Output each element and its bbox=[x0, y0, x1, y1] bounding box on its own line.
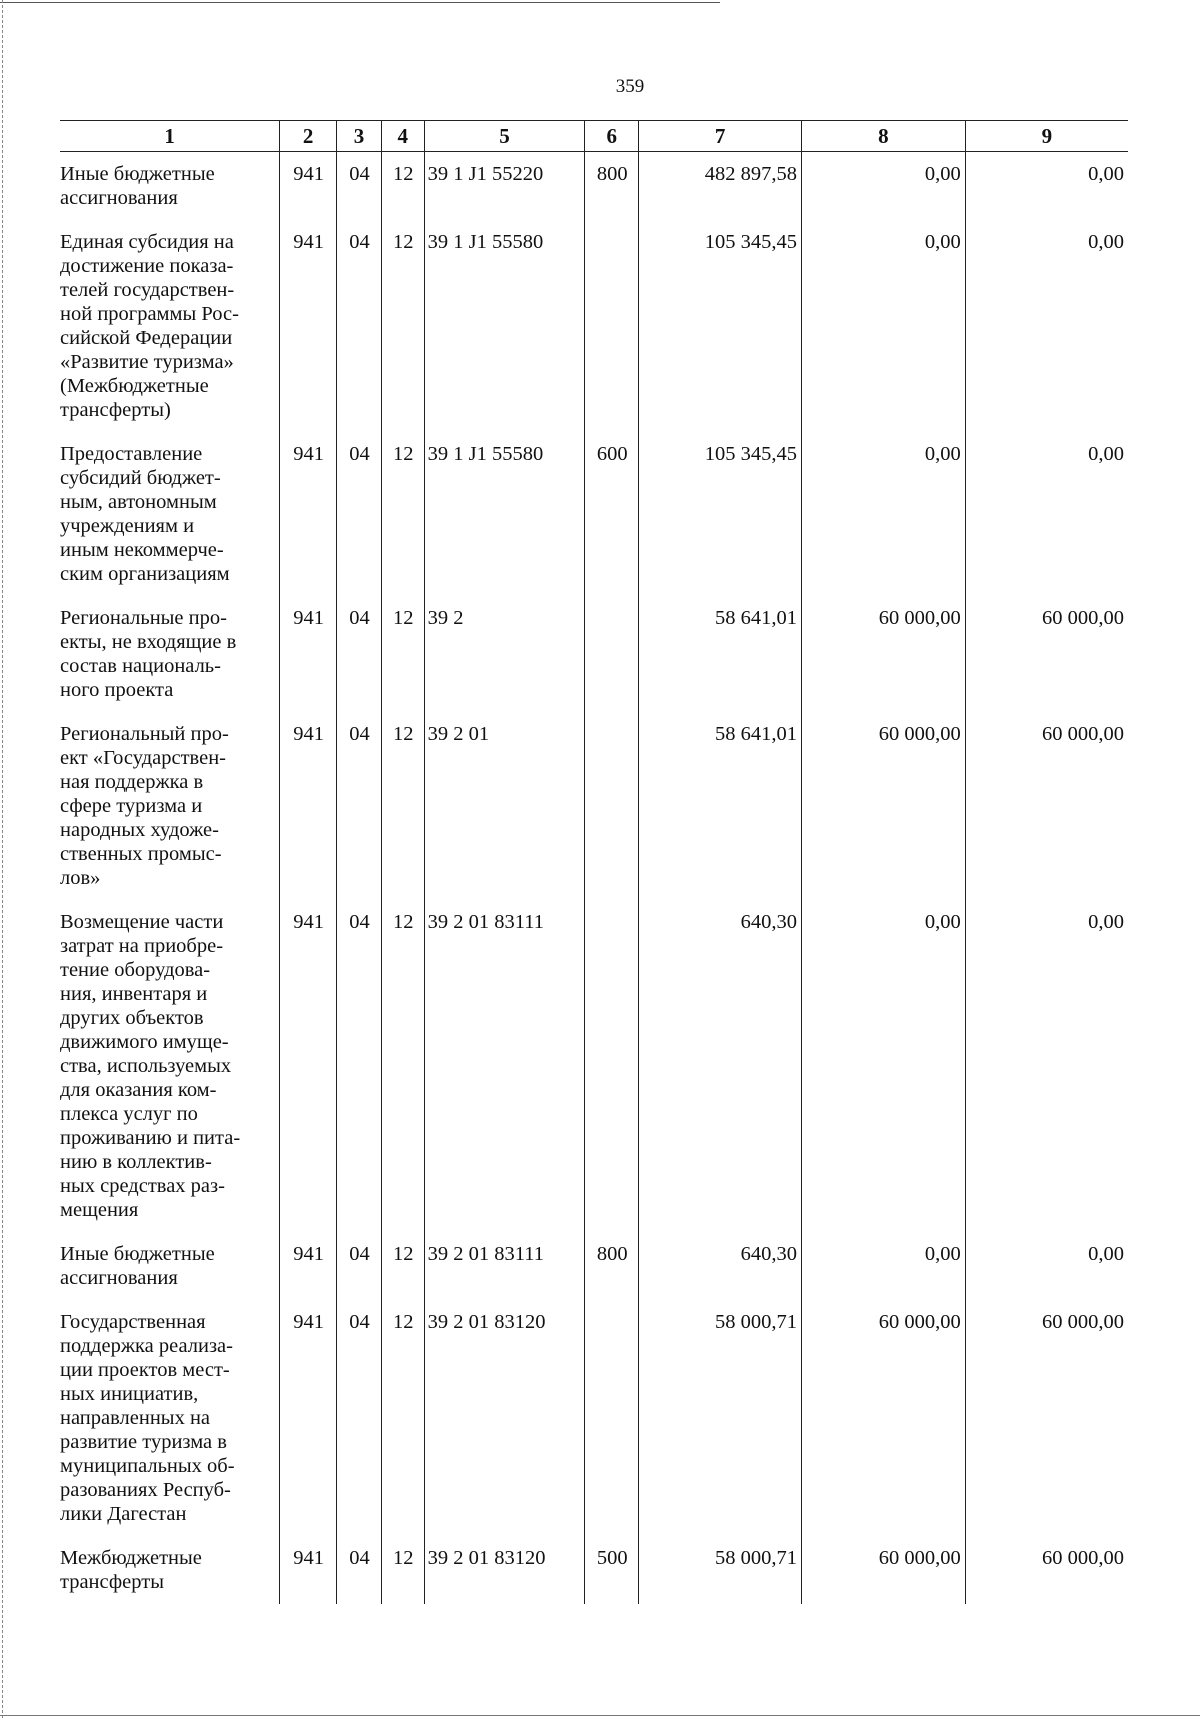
description-line: ассигнования bbox=[60, 187, 178, 209]
column-header-9: 9 bbox=[965, 121, 1128, 152]
expense-type-cell bbox=[585, 900, 639, 1232]
section-cell: 04 bbox=[337, 596, 382, 712]
expense-type-cell: 800 bbox=[585, 152, 639, 221]
target-article-cell: 39 2 01 83120 bbox=[424, 1536, 585, 1604]
description-line: Региональные про- bbox=[60, 607, 227, 629]
ministry-code-cell: 941 bbox=[280, 152, 337, 221]
amount-col8-cell: 0,00 bbox=[801, 432, 965, 596]
description-line: субсидий бюджет- bbox=[60, 467, 221, 489]
amount-col7-cell: 640,30 bbox=[639, 900, 802, 1232]
description-line: екты, не входящие в bbox=[60, 631, 237, 653]
budget-table bbox=[60, 120, 1128, 1604]
description-line: Возмещение части bbox=[60, 911, 224, 933]
scan-edge-bottom bbox=[0, 1715, 1200, 1716]
description-line: Единая субсидия на bbox=[60, 231, 234, 253]
description-line: ства, используемых bbox=[60, 1055, 232, 1077]
section-cell: 04 bbox=[337, 1300, 382, 1536]
amount-col7-cell: 482 897,58 bbox=[639, 152, 802, 221]
table-row bbox=[60, 1300, 1128, 1536]
subsection-cell: 12 bbox=[381, 220, 424, 432]
page-number: 359 bbox=[615, 76, 645, 97]
ministry-code-cell: 941 bbox=[280, 1536, 337, 1604]
section-cell: 04 bbox=[337, 220, 382, 432]
description-line: направленных на bbox=[60, 1407, 211, 1429]
description-line: ных инициатив, bbox=[60, 1383, 199, 1405]
description-cell bbox=[60, 1232, 280, 1300]
description-cell bbox=[60, 596, 280, 712]
target-article-cell: 39 2 01 83120 bbox=[424, 1300, 585, 1536]
ministry-code-cell: 941 bbox=[280, 1232, 337, 1300]
section-cell: 04 bbox=[337, 1536, 382, 1604]
table-row bbox=[60, 712, 1128, 900]
description-line: «Развитие туризма» bbox=[60, 351, 234, 373]
amount-col8-cell: 60 000,00 bbox=[801, 712, 965, 900]
description-line: ния, инвентаря и bbox=[60, 983, 208, 1005]
target-article-cell: 39 2 bbox=[424, 596, 585, 712]
expense-type-cell bbox=[585, 220, 639, 432]
ministry-code-cell: 941 bbox=[280, 1300, 337, 1536]
description-cell bbox=[60, 900, 280, 1232]
description-cell bbox=[60, 220, 280, 432]
section-cell: 04 bbox=[337, 1232, 382, 1300]
column-header-4: 4 bbox=[381, 121, 424, 152]
expense-type-cell bbox=[585, 1300, 639, 1536]
column-header-5: 5 bbox=[424, 121, 585, 152]
amount-col7-cell: 58 000,71 bbox=[639, 1300, 802, 1536]
description-line: Государственная bbox=[60, 1311, 206, 1333]
description-line: народных художе- bbox=[60, 819, 219, 841]
subsection-cell: 12 bbox=[381, 1232, 424, 1300]
section-cell: 04 bbox=[337, 900, 382, 1232]
ministry-code-cell: 941 bbox=[280, 900, 337, 1232]
target-article-cell: 39 1 J1 55580 bbox=[424, 220, 585, 432]
column-header-3: 3 bbox=[337, 121, 382, 152]
table-row bbox=[60, 432, 1128, 596]
description-line: ции проектов мест- bbox=[60, 1359, 230, 1381]
description-line: телей государствен- bbox=[60, 279, 235, 301]
table-row bbox=[60, 1536, 1128, 1604]
table-row bbox=[60, 596, 1128, 712]
expense-type-cell: 800 bbox=[585, 1232, 639, 1300]
subsection-cell: 12 bbox=[381, 1536, 424, 1604]
description-line: Межбюджетные bbox=[60, 1547, 202, 1569]
amount-col9-cell: 0,00 bbox=[965, 152, 1128, 221]
description-line: ной программы Рос- bbox=[60, 303, 239, 325]
amount-col8-cell: 0,00 bbox=[801, 1232, 965, 1300]
description-line: движимого имуще- bbox=[60, 1031, 229, 1053]
amount-col8-cell: 60 000,00 bbox=[801, 1300, 965, 1536]
description-line: трансферты) bbox=[60, 399, 171, 421]
ministry-code-cell: 941 bbox=[280, 432, 337, 596]
description-line: иным некоммерче- bbox=[60, 539, 224, 561]
expense-type-cell bbox=[585, 712, 639, 900]
description-line: Предоставление bbox=[60, 443, 203, 465]
amount-col7-cell: 640,30 bbox=[639, 1232, 802, 1300]
table-row bbox=[60, 220, 1128, 432]
column-header-8: 8 bbox=[801, 121, 965, 152]
amount-col9-cell: 0,00 bbox=[965, 1232, 1128, 1300]
amount-col8-cell: 60 000,00 bbox=[801, 1536, 965, 1604]
description-line: муниципальных об- bbox=[60, 1455, 235, 1477]
description-line: трансферты bbox=[60, 1571, 164, 1593]
subsection-cell: 12 bbox=[381, 152, 424, 221]
description-line: плекса услуг по bbox=[60, 1103, 198, 1125]
description-cell bbox=[60, 1536, 280, 1604]
table-row bbox=[60, 1232, 1128, 1300]
description-cell bbox=[60, 1300, 280, 1536]
amount-col7-cell: 105 345,45 bbox=[639, 432, 802, 596]
expense-type-cell bbox=[585, 596, 639, 712]
column-header-2: 2 bbox=[280, 121, 337, 152]
table-header bbox=[60, 121, 1128, 152]
description-line: лики Дагестан bbox=[60, 1503, 187, 1525]
table-row bbox=[60, 900, 1128, 1232]
description-line: достижение показа- bbox=[60, 255, 234, 277]
target-article-cell: 39 2 01 83111 bbox=[424, 1232, 585, 1300]
description-cell bbox=[60, 152, 280, 221]
description-line: (Межбюджетные bbox=[60, 375, 209, 397]
column-header-6: 6 bbox=[585, 121, 639, 152]
description-line: разованиях Респуб- bbox=[60, 1479, 231, 1501]
expense-type-cell: 500 bbox=[585, 1536, 639, 1604]
amount-col8-cell: 0,00 bbox=[801, 900, 965, 1232]
description-line: затрат на приобре- bbox=[60, 935, 224, 957]
section-cell: 04 bbox=[337, 432, 382, 596]
scan-edge-left bbox=[2, 0, 3, 1718]
subsection-cell: 12 bbox=[381, 596, 424, 712]
description-line: ным, автономным bbox=[60, 491, 217, 513]
description-line: состав националь- bbox=[60, 655, 221, 677]
description-cell bbox=[60, 432, 280, 596]
amount-col8-cell: 0,00 bbox=[801, 152, 965, 221]
description-line: Иные бюджетные bbox=[60, 163, 215, 185]
amount-col9-cell: 60 000,00 bbox=[965, 1300, 1128, 1536]
description-line: сийской Федерации bbox=[60, 327, 233, 349]
amount-col7-cell: 58 000,71 bbox=[639, 1536, 802, 1604]
target-article-cell: 39 2 01 bbox=[424, 712, 585, 900]
description-line: тение оборудова- bbox=[60, 959, 211, 981]
amount-col9-cell: 60 000,00 bbox=[965, 596, 1128, 712]
subsection-cell: 12 bbox=[381, 432, 424, 596]
amount-col9-cell: 0,00 bbox=[965, 220, 1128, 432]
description-line: лов» bbox=[60, 867, 101, 889]
ministry-code-cell: 941 bbox=[280, 712, 337, 900]
description-cell bbox=[60, 712, 280, 900]
description-line: учреждениям и bbox=[60, 515, 195, 537]
ministry-code-cell: 941 bbox=[280, 596, 337, 712]
target-article-cell: 39 1 J1 55220 bbox=[424, 152, 585, 221]
description-line: Иные бюджетные bbox=[60, 1243, 215, 1265]
description-line: нию в коллектив- bbox=[60, 1151, 212, 1173]
subsection-cell: 12 bbox=[381, 900, 424, 1232]
subsection-cell: 12 bbox=[381, 712, 424, 900]
description-line: развитие туризма в bbox=[60, 1431, 227, 1453]
description-line: ных средствах раз- bbox=[60, 1175, 225, 1197]
amount-col7-cell: 58 641,01 bbox=[639, 596, 802, 712]
description-line: поддержка реализа- bbox=[60, 1335, 233, 1357]
description-line: других объектов bbox=[60, 1007, 204, 1029]
scan-edge-top bbox=[0, 2, 720, 3]
ministry-code-cell: 941 bbox=[280, 220, 337, 432]
description-line: мещения bbox=[60, 1199, 139, 1221]
column-header-7: 7 bbox=[639, 121, 802, 152]
amount-col8-cell: 0,00 bbox=[801, 220, 965, 432]
description-line: для оказания ком- bbox=[60, 1079, 217, 1101]
expense-type-cell: 600 bbox=[585, 432, 639, 596]
amount-col9-cell: 0,00 bbox=[965, 432, 1128, 596]
description-line: проживанию и пита- bbox=[60, 1127, 241, 1149]
description-line: ственных промыс- bbox=[60, 843, 222, 865]
amount-col9-cell: 60 000,00 bbox=[965, 712, 1128, 900]
amount-col7-cell: 105 345,45 bbox=[639, 220, 802, 432]
target-article-cell: 39 2 01 83111 bbox=[424, 900, 585, 1232]
description-line: ект «Государствен- bbox=[60, 747, 227, 769]
target-article-cell: 39 1 J1 55580 bbox=[424, 432, 585, 596]
table-body bbox=[60, 152, 1128, 1605]
description-line: ассигнования bbox=[60, 1267, 178, 1289]
description-line: ная поддержка в bbox=[60, 771, 204, 793]
table-row bbox=[60, 152, 1128, 221]
subsection-cell: 12 bbox=[381, 1300, 424, 1536]
description-line: ного проекта bbox=[60, 679, 174, 701]
section-cell: 04 bbox=[337, 152, 382, 221]
amount-col7-cell: 58 641,01 bbox=[639, 712, 802, 900]
amount-col8-cell: 60 000,00 bbox=[801, 596, 965, 712]
description-line: Региональный про- bbox=[60, 723, 229, 745]
description-line: ским организациям bbox=[60, 563, 230, 585]
column-header-1: 1 bbox=[60, 121, 280, 152]
amount-col9-cell: 60 000,00 bbox=[965, 1536, 1128, 1604]
amount-col9-cell: 0,00 bbox=[965, 900, 1128, 1232]
description-line: сфере туризма и bbox=[60, 795, 203, 817]
section-cell: 04 bbox=[337, 712, 382, 900]
